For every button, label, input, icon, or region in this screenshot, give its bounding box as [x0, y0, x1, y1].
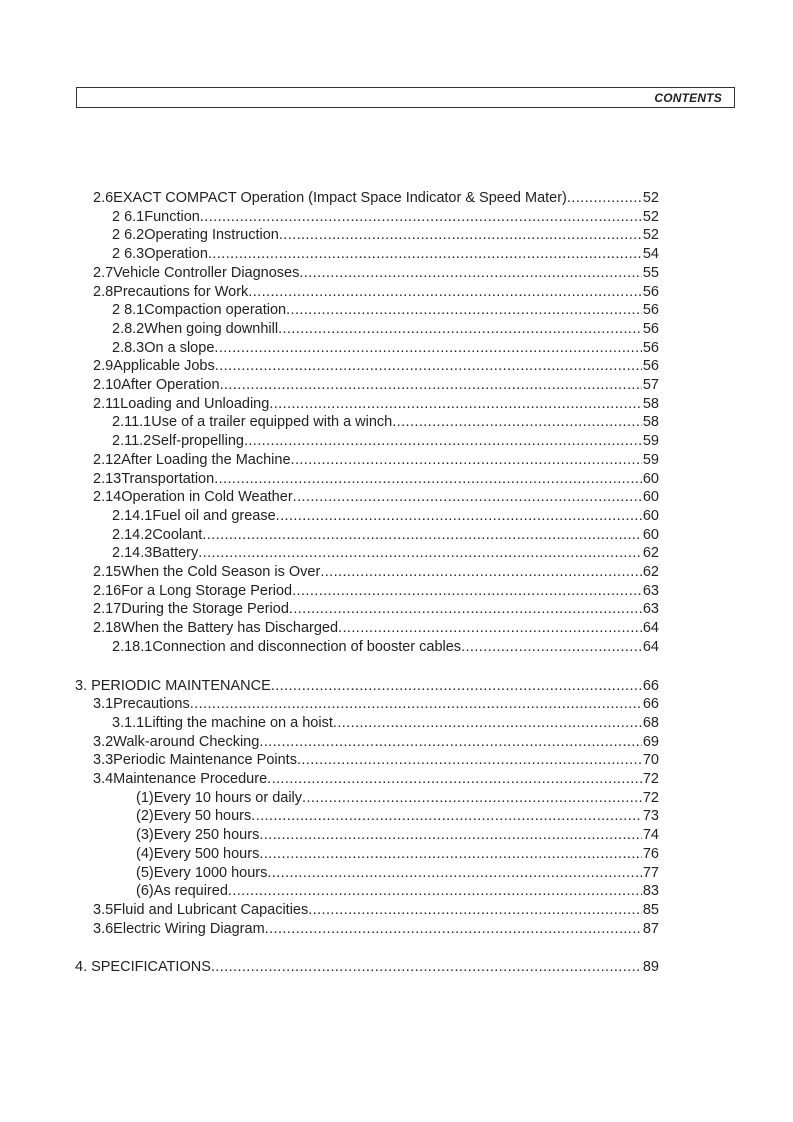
toc-entry-number: 2.7 — [93, 264, 114, 281]
toc-entry[interactable] — [136, 789, 659, 808]
toc-entry-number: 2.8.3 — [112, 339, 145, 356]
toc-entry-page-number: 89 — [642, 959, 659, 976]
toc-entry[interactable] — [93, 395, 659, 414]
dot-leader — [228, 882, 642, 901]
toc-entry-number: 2 6.3 — [112, 246, 145, 263]
toc-entry[interactable] — [93, 451, 659, 470]
toc-entry[interactable] — [93, 283, 659, 302]
toc-entry-number: 2.11.2 — [112, 433, 152, 450]
dot-leader — [299, 264, 642, 283]
toc-entry-number: 2.16 — [93, 582, 122, 599]
toc-entry-title: Periodic Maintenance Points — [113, 752, 297, 769]
toc-entry-page-number: 52 — [642, 227, 659, 244]
toc-entry-number: 3.1.1 — [112, 714, 145, 731]
toc-entry-page-number: 54 — [642, 246, 659, 263]
toc-entry-title: After Loading the Machine — [121, 451, 291, 468]
toc-entry-number: 3.5 — [93, 901, 114, 918]
toc-entry[interactable] — [136, 845, 659, 864]
toc-entry-page-number: 60 — [642, 489, 659, 506]
dot-leader — [259, 826, 642, 845]
toc-entry-number: 3.4 — [93, 771, 114, 787]
toc-entry[interactable] — [112, 339, 659, 358]
dot-leader — [461, 638, 642, 657]
toc-entry[interactable] — [112, 432, 659, 451]
toc-entry-number: 3. — [75, 677, 88, 694]
toc-entry[interactable] — [112, 208, 659, 227]
toc-entry[interactable] — [112, 714, 659, 733]
toc-entry-number: 2.8.2 — [112, 320, 145, 337]
dot-leader — [271, 677, 642, 696]
toc-entry-page-number: 72 — [642, 789, 659, 806]
toc-entry[interactable] — [93, 901, 659, 920]
dot-leader — [265, 920, 642, 939]
toc-entry-page-number: 85 — [642, 901, 659, 918]
toc-entry-title: Connection and disconnection of booster cables — [152, 638, 462, 655]
toc-entry-number: 3.6 — [93, 920, 114, 937]
toc-entry-number: (6) — [136, 883, 154, 900]
toc-entry-page-number: 56 — [642, 339, 659, 356]
toc-entry-page-number: 66 — [642, 696, 659, 713]
page-title: CONTENTS — [654, 91, 722, 105]
toc-entry[interactable] — [93, 600, 659, 619]
toc-entry[interactable] — [112, 526, 659, 545]
dot-leader — [248, 283, 642, 302]
toc-entry[interactable] — [93, 920, 659, 939]
toc-entry-page-number: 59 — [642, 451, 659, 468]
toc-entry-number: 2 6.2 — [112, 227, 145, 244]
dot-leader — [302, 789, 642, 808]
toc-entry-number: 2.15 — [93, 564, 122, 580]
toc-entry-page-number: 56 — [642, 283, 659, 300]
dot-leader — [567, 189, 642, 208]
dot-leader — [244, 432, 642, 451]
toc-entry-title: Use of a trailer equipped with a winch — [151, 414, 393, 431]
toc-entry-page-number: 66 — [642, 677, 659, 694]
toc-entry-page-number: 63 — [642, 601, 659, 618]
toc-entry[interactable] — [112, 638, 659, 657]
toc-entry-number: 2.13 — [93, 470, 122, 487]
toc-entry-number: 2.6 — [93, 190, 114, 206]
toc-entry-title: Precautions for Work — [113, 283, 249, 300]
toc-entry[interactable] — [93, 376, 659, 395]
toc-entry-title: Function — [144, 208, 200, 225]
toc-entry-page-number: 62 — [642, 564, 659, 580]
toc-entry-number: 4. — [75, 959, 88, 976]
dot-leader — [198, 544, 642, 563]
dot-leader — [278, 320, 642, 339]
toc-entry-page-number: 74 — [642, 827, 659, 844]
toc-entry-page-number: 73 — [642, 808, 659, 825]
dot-leader — [200, 208, 642, 227]
toc-entry[interactable] — [112, 544, 659, 563]
dot-leader — [259, 845, 642, 864]
toc-entry[interactable] — [112, 226, 659, 245]
dot-leader — [292, 582, 642, 601]
toc-entry-page-number: 56 — [642, 358, 659, 375]
toc-entry-page-number: 63 — [642, 582, 659, 599]
toc-entry-page-number: 70 — [642, 752, 659, 769]
toc-entry-number: 2 8.1 — [112, 302, 145, 319]
dot-leader — [220, 376, 642, 395]
toc-entry-title: Transportation — [121, 470, 215, 487]
dot-leader — [333, 714, 642, 733]
toc-entry-page-number: 60 — [642, 526, 659, 543]
toc-entry-number: 2.17 — [93, 601, 122, 618]
toc-entry[interactable] — [136, 807, 659, 826]
toc-entry-number: (1) — [136, 789, 154, 806]
dot-leader — [214, 470, 642, 489]
toc-entry[interactable] — [93, 470, 659, 489]
dot-leader — [279, 226, 642, 245]
toc-entry[interactable] — [93, 357, 659, 376]
toc-entry-page-number: 76 — [642, 845, 659, 862]
toc-entry[interactable] — [112, 413, 659, 432]
toc-entry[interactable] — [93, 733, 659, 752]
toc-entry-number: (4) — [136, 845, 154, 862]
toc-entry-title: For a Long Storage Period — [121, 582, 293, 599]
toc-entry-page-number: 56 — [642, 302, 659, 319]
toc-entry-title: Operation — [144, 246, 208, 263]
toc-entry-number: (3) — [136, 827, 154, 844]
toc-entry-title: As required — [153, 883, 228, 900]
dot-leader — [211, 958, 642, 977]
dot-leader — [202, 526, 642, 545]
toc-entry-title: Precautions — [113, 696, 190, 713]
dot-leader — [259, 733, 642, 752]
toc-entry-title: EXACT COMPACT Operation (Impact Space Indicator & Speed Mater) — [113, 190, 567, 206]
toc-entry-page-number: 77 — [642, 864, 659, 881]
toc-entry[interactable] — [93, 189, 659, 208]
toc-entry-number: 2.12 — [93, 451, 122, 468]
dot-leader — [293, 488, 642, 507]
toc-entry-title: Every 50 hours — [153, 808, 252, 825]
toc-entry-page-number: 64 — [642, 638, 659, 655]
toc-entry-number: 2.14.1 — [112, 507, 153, 524]
toc-entry-title: Vehicle Controller Diagnoses — [113, 264, 300, 281]
toc-entry-page-number: 62 — [642, 545, 659, 562]
dot-leader — [190, 695, 642, 714]
toc-entry-title: Coolant — [152, 526, 203, 543]
toc-entry-title: On a slope — [144, 339, 215, 356]
toc-entry-page-number: 72 — [642, 771, 659, 787]
toc-entry-number: 2 6.1 — [112, 208, 145, 225]
toc-entry-title: Electric Wiring Diagram — [113, 920, 265, 937]
toc-entry-page-number: 60 — [642, 507, 659, 524]
toc-entry-page-number: 68 — [642, 714, 659, 731]
toc-entry[interactable] — [112, 507, 659, 526]
toc-entry-title: After Operation — [121, 377, 220, 393]
toc-entry-page-number: 58 — [642, 395, 659, 412]
toc-entry-page-number: 83 — [642, 883, 659, 900]
toc-entry-number: (2) — [136, 808, 154, 825]
toc-entry-number: 2.18.1 — [112, 638, 153, 655]
toc-entry-title: When going downhill — [144, 320, 279, 337]
toc-entry-number: 2.18 — [93, 620, 122, 637]
header-box — [76, 87, 735, 108]
toc-entry-page-number: 55 — [642, 264, 659, 281]
toc-entry-title: When the Cold Season is Over — [121, 564, 321, 580]
toc-entry-page-number: 52 — [642, 190, 659, 206]
toc-entry-title: Every 250 hours — [153, 827, 260, 844]
toc-entry-title: When the Battery has Discharged — [121, 620, 339, 637]
dot-leader — [291, 451, 642, 470]
toc-entry-number: 2.11.1 — [112, 414, 152, 431]
toc-entry[interactable] — [93, 488, 659, 507]
toc-entry-title: Operating Instruction — [144, 227, 279, 244]
toc-entry-number: 2.14 — [93, 489, 122, 506]
toc-entry-number: 2.14.2 — [112, 526, 153, 543]
toc-entry[interactable] — [136, 882, 659, 901]
toc-entry-title: Lifting the machine on a hoist — [144, 714, 333, 731]
toc-entry[interactable] — [93, 264, 659, 283]
toc-entry-page-number: 52 — [642, 208, 659, 225]
toc-entry-number: 3.1 — [93, 696, 114, 713]
dot-leader — [214, 339, 641, 358]
toc-entry-title: PERIODIC MAINTENANCE — [91, 677, 271, 694]
toc-entry-page-number: 59 — [642, 433, 659, 450]
toc-entry-page-number: 58 — [642, 414, 659, 431]
toc-entry[interactable] — [93, 751, 659, 770]
toc-entry[interactable] — [93, 563, 659, 582]
toc-entry-number: 2.11 — [93, 395, 121, 412]
toc-entry[interactable] — [93, 619, 659, 638]
toc-entry[interactable] — [75, 958, 659, 977]
dot-leader — [276, 507, 642, 526]
dot-leader — [338, 619, 642, 638]
dot-leader — [215, 357, 642, 376]
toc-entry-number: 3.3 — [93, 752, 114, 769]
toc-entry-title: Every 1000 hours — [153, 864, 268, 881]
toc-entry[interactable] — [75, 677, 659, 696]
toc-entry[interactable] — [112, 301, 659, 320]
toc-entry-title: Walk-around Checking — [113, 733, 260, 750]
dot-leader — [320, 563, 642, 582]
toc-entry-number: 2.10 — [93, 377, 122, 393]
toc-entry-title: Every 10 hours or daily — [153, 789, 303, 806]
toc-entry[interactable] — [136, 826, 659, 845]
toc-entry[interactable] — [112, 245, 659, 264]
toc-entry-title: Operation in Cold Weather — [121, 489, 293, 506]
toc-entry-title: Maintenance Procedure — [113, 771, 268, 787]
toc-entry-number: 3.2 — [93, 733, 114, 750]
dot-leader — [392, 413, 642, 432]
toc-entry-title: Fuel oil and grease — [152, 507, 276, 524]
toc-entry-title: Loading and Unloading — [120, 395, 270, 412]
dot-leader — [289, 600, 642, 619]
toc-entry-page-number: 64 — [642, 620, 659, 637]
toc-entry-title: Fluid and Lubricant Capacities — [113, 901, 309, 918]
toc-entry-title: Applicable Jobs — [113, 358, 215, 375]
toc-entry-title: Every 500 hours — [153, 845, 260, 862]
toc-entry-page-number: 87 — [642, 920, 659, 937]
dot-leader — [267, 864, 641, 883]
toc-entry-title: Self-propelling — [151, 433, 244, 450]
toc-entry[interactable] — [112, 320, 659, 339]
dot-leader — [269, 395, 642, 414]
toc-entry-title: During the Storage Period — [121, 601, 289, 618]
toc-entry-page-number: 57 — [642, 377, 659, 393]
toc-entry[interactable] — [136, 864, 659, 883]
dot-leader — [251, 807, 642, 826]
toc-entry-page-number: 56 — [642, 320, 659, 337]
toc-entry[interactable] — [93, 770, 659, 789]
toc-entry-title: Compaction operation — [144, 302, 287, 319]
toc-entry-page-number: 60 — [642, 470, 659, 487]
dot-leader — [208, 245, 642, 264]
dot-leader — [286, 301, 642, 320]
dot-leader — [267, 770, 642, 789]
toc-entry[interactable] — [93, 695, 659, 714]
toc-entry-title: SPECIFICATIONS — [91, 959, 211, 976]
dot-leader — [297, 751, 642, 770]
toc-entry-number: 2.8 — [93, 283, 114, 300]
toc-entry-title: Battery — [152, 545, 199, 562]
toc-entry-page-number: 69 — [642, 733, 659, 750]
toc-entry-number: 2.9 — [93, 358, 114, 375]
toc-entry[interactable] — [93, 582, 659, 601]
toc-entry-number: 2.14.3 — [112, 545, 153, 562]
dot-leader — [308, 901, 642, 920]
toc-entry-number: (5) — [136, 864, 154, 881]
